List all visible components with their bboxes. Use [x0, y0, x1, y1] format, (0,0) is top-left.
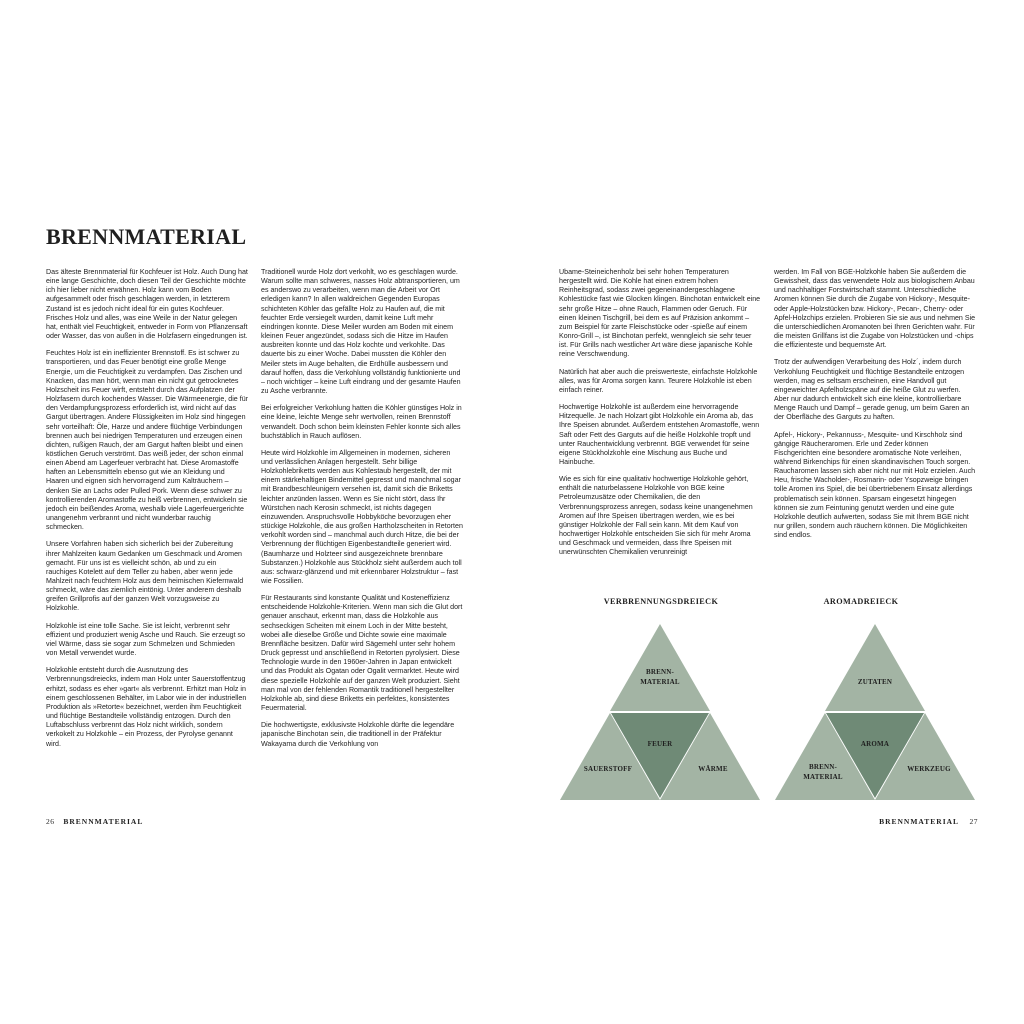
fire-triangle-title: VERBRENNUNGSDREIECK — [603, 597, 719, 606]
paragraph: Traditionell wurde Holz dort verkohlt, wo es geschlagen wurde. Warum sollte man schweres, nasses Holz abtransportieren, um es anderswo zu verarbeiten, wenn man die Arbeit vor Ort erledigen kann? In allen waldreichen Gegenden Europas schichteten Köhler das gefällte Holz zu Haufen auf, die mit feuchter Erde versiegelt wurden, damit keine Luft mehr eindringen konnte. Diese Meiler wurden am Boden mit einem kleinen Feuer angezündet, sodass sich die Hitze im Haufen ausbreiten konnte und das Holz kochte und verkohlte. Das dauerte bis zu einer Woche. Dabei mussten die Köhler den Meiler stets im Auge behalten, die Erdhülle ausbessern und darauf hoffen, dass die Verkohlung vollständig funktionierte und – noch wichtiger – keine Luft eindrang und der gesamte Haufen zu Asche verbrannte. — [261, 268, 461, 396]
text-column-3 — [559, 268, 761, 566]
text-column-4 — [774, 268, 976, 548]
paragraph: Die hochwertigste, exklusivste Holzkohle dürfte die legendäre japanische Binchotan sein, die traditionell in der Präfektur Wakayama durch die Verkohlung von — [261, 721, 455, 748]
aroma-label-center: AROMA — [860, 740, 890, 748]
aroma-triangle-diagram — [774, 622, 976, 800]
running-title-right: BRENNMATERIAL — [879, 817, 959, 826]
paragraph: Das älteste Brennmaterial für Kochfeuer ist Holz. Auch Dung hat eine lange Geschichte, doch diesen Teil der Geschichte möchte ich hier lieber nicht erwähnen. Holz kann vom Boden aufgesammelt oder frisch geschlagen werden, in letzterem Zustand ist es jedoch nicht ideal für ein gutes Kochfeuer. Frisches Holz und alles, was eine Weile in der Natur gelegen hat, enthält viel Feuchtigkeit, entweder in Form von Pflanzensaft oder Wasser, das von außen in die Holzfasern eingedrungen ist. — [46, 268, 248, 341]
paragraph: Holzkohle entsteht durch die Ausnutzung des Verbrennungsdreiecks, indem man Holz unter Sauerstoffentzug erhitzt, sodass es eher »gart« als verbrennt. Erhitzt man Holz in einem geschlossenen Behälter, im Labor wie in der industriellen Produktion als »Retorte« bezeichnet, werden ihm Feuchtigkeit und flüchtige Bestandteile vollständig entzogen. Durch den Luftabschluss verbrennt das Holz nicht wirklich, sondern verkokelt zu Holzkohle – ein Prozess, der Pyrolyse genannt wird. — [46, 666, 247, 748]
footer-left — [46, 817, 143, 826]
aroma-label-right: WERKZEUG — [907, 765, 951, 773]
paragraph: Ubame-Steineichenholz bei sehr hohen Temperaturen hergestellt wird. Die Kohle hat einen extrem hohen Reinheitsgrad, sodass zwei gegeneinandergeschlagene Kohlestücke fast wie Glocken klingen. Binchotan entwickelt eine sehr große Hitze – ohne Rauch, Flammen oder Geruch. Für einen kleinen Tischgrill, bei dem es auf Präzision ankommt – zum Beispiel für zarte Fleischstücke oder -spieße auf einem Konro-Grill –, ist Binchotan perfekt, wenngleich sie sehr teuer ist. Für Grills nach westlicher Art wäre diese japanische Kohle reine Verschwendung. — [559, 268, 761, 359]
page-number-left: 26 — [46, 817, 55, 826]
paragraph: Unsere Vorfahren haben sich sicherlich bei der Zubereitung ihrer Mahlzeiten kaum Gedanken um Geschmack und Aromen gemacht. Für uns ist es vielleicht schön, ab und zu ein rauchiges Kotelett auf dem Teller zu haben, aber wenn jede Mahlzeit nach feuchtem Holz aus dem heimischen Kiefernwald schmeckt, wäre das ziemlich eintönig. Unter anderem deshalb greifen Grillprofis auf der ganzen Welt vorzugsweise zu Holzkohle. — [46, 540, 244, 613]
paragraph: Hochwertige Holzkohle ist außerdem eine hervorragende Hitzequelle. Je nach Holzart gibt Holzkohle ein Aroma ab, das Ihre Speisen abrundet. Außerdem entstehen Aromastoffe, wenn Saft oder Fett des Garguts auf die heiße Holzkohle tropft und unter Rauchentwicklung verbrennt. BGE verwendet für seine eigene Stückholzkohle eine Mischung aus Buche und Hainbuche. — [559, 403, 760, 466]
aroma-triangle-top — [825, 624, 925, 711]
paragraph: Feuchtes Holz ist ein ineffizienter Brennstoff. Es ist schwer zu transportieren, und das Feuer benötigt eine große Menge Energie, um die Feuchtigkeit zu verdampfen. Das Zischen und Knacken, das man hört, wenn man ein nicht gut getrocknetes Holzscheit ins Feuer wirft, entsteht durch das Aufplatzen der Holzfasern durch kochendes Wasser. Die Wärmeenergie, die für den Verdampfungsprozess erforderlich ist, wird nicht auf das Gargut übertragen. Andere Flüssigkeiten im Holz sind hingegen sehr vorteilhaft: Öle, Harze und andere flüchtige Verbindungen brennen auch bei niedrigen Temperaturen und erzeugen einen dichten, rußigen Rauch, der am Gargut haften bleibt und einen köstlichen Geruch verströmt. Das weiß jeder, der schon einmal einen Abend am Lagerfeuer verbracht hat. Diese Aromastoffe haften an Lebensmitteln ebenso gut wie an Kleidung und Haaren und eignen sich hervorragend zum Kalträuchern – denken Sie an Lachs oder Pulled Pork. Wenn diese schwer zu kontrollierenden Aromastoffe zu heiß verbrennen, entwickeln sie jedoch ein beißendes Aroma, weshalb viele Lagerfeuergerichte unangenehm verbrannt und nicht wunderbar rauchig schmecken. — [46, 349, 248, 532]
fire-label-right: WÄRME — [698, 765, 728, 773]
paragraph: Wie es sich für eine qualitativ hochwertige Holzkohle gehört, enthält die naturbelassene Holzkohle von BGE keine Petroleumzusätze oder Chemikalien, die den Verbrennungsprozess anregen, sodass keine unangenehmen Aromen auf Ihre Speisen übertragen werden, wie es bei günstiger Holzkohle der Fall sein kann. Mit dem Kauf von hochwertiger Holzkohle entscheiden Sie sich für mehr Aroma und Geschmack und vermeiden, dass Ihre Speisen mit unerwünschten Chemikalien verunreinigt — [559, 475, 753, 557]
text-column-2 — [261, 268, 463, 757]
paragraph: Für Restaurants sind konstante Qualität und Kosteneffizienz entscheidende Holzkohle-Kriterien. Wenn man sich die Glut dort genauer anschaut, erkennt man, dass die Holzkohle aus sechseckigen Scheiten mit einem Loch in der Mitte besteht, wobei alle dieselbe Größe und Dichte sowie eine maximale Brennfläche besitzen. Dafür wird Sägemehl unter sehr hohem Druck gepresst und anschließend in Retorten pyrolysiert. Diese Technologie wurde in den 1960er-Jahren in Japan entwickelt und das Produkt als Ogatan oder Ogalit vermarktet. Heute wird diese spezielle Holzkohle auf der ganzen Welt produziert. Sieht man mal von der fehlenden Romantik traditionell hergestellter Holzkohle ab, sind diese Briketts ein perfektes, konsistentes Feuermaterial. — [261, 594, 463, 713]
aroma-label-top: ZUTATEN — [857, 678, 893, 686]
page-number-right: 27 — [969, 817, 978, 826]
paragraph: Heute wird Holzkohle im Allgemeinen in modernen, sicheren und verlässlichen Anlagen hergestellt. Sehr billige Holzkohlebriketts werden aus Kohlestaub hergestellt, der mit einem stärkehaltigen Bindemittel gepresst und manchmal sogar mit Brandbeschleunigern versehen ist, damit sich die Briketts leichter anzünden lassen. Wenn es Sie nicht stört, dass Ihr Würstchen nach Kerosin schmeckt, ist nichts dagegen einzuwenden. Anspruchsvolle Hobbyköche bevorzugen eher stückige Holzkohle, die aus großen Hartholzscheiten in Retorten verkohlt worden sind – manchmal auch durch Hitze, die bei der Verbrennung der flüchtigen Eigenbestandteile generiert wird. (Baumharze und Holzteer sind ausgezeichnete brennbare Substanzen.) Holzkohle aus Stückholz sieht außerdem auch toll aus: schwarz-glänzend und mit erkennbarer Holzstruktur – fast wie Fossilien. — [261, 448, 463, 585]
paragraph: Trotz der aufwendigen Verarbeitung des Holz´, indem durch Verkohlung Feuchtigkeit und flüchtige Bestandteile entzogen werden, mag es seltsam erscheinen, eine Handvoll gut eingeweichter Apfelholzspäne auf die heiße Glut zu werfen. Aber nur dadurch entwickelt sich eine kleine, kontrollierbare Menge Rauch und Dampf – gerade genug, um beim Garen an der Oberfläche des Garguts zu haften. — [774, 358, 970, 422]
paragraph: Bei erfolgreicher Verkohlung hatten die Köhler günstiges Holz in eine kleine, leichte Menge sehr wertvollen, reinen Brennstoff verwandelt. Doch schon beim kleinsten Fehler konnte sich alles buchstäblich in Rauch auflösen. — [261, 404, 462, 440]
aroma-label-left-2: MATERIAL — [803, 773, 843, 781]
aroma-triangle-title: AROMADREIECK — [823, 597, 899, 606]
fire-label-center: FEUER — [647, 740, 673, 748]
text-column-1 — [46, 268, 248, 757]
footer-right — [879, 817, 978, 826]
fire-label-top-1: BRENN- — [645, 668, 675, 676]
aroma-label-left-1: BRENN- — [808, 763, 838, 771]
fire-triangle-diagram — [559, 622, 761, 800]
fire-label-top-2: MATERIAL — [640, 678, 680, 686]
paragraph: Natürlich hat aber auch die preiswerteste, einfachste Holzkohle alles, was für Aroma sorgen kann. Teurere Holzkohle ist eben einfach reiner. — [559, 367, 758, 394]
paragraph: werden. Im Fall von BGE-Holzkohle haben Sie außerdem die Gewissheit, dass das verwendete Holz aus biologischem Anbau und nachhaltiger Forstwirtschaft stammt. Unterschiedliche Aromen können Sie durch die Zugabe von Hickory-, Mesquite- oder Apple-Holzstücken bzw. Hickory-, Pecan-, Cherry- oder Apfel-Holzchips erzielen. Probieren Sie sie aus und nehmen Sie die unterschiedlichen Aromanoten bei Ihren Gerichten wahr. Für die meisten Grillfans ist die Zugabe von Holzstücken und -chips die effizienteste und bequemste Art. — [774, 268, 976, 350]
running-title-left: BRENNMATERIAL — [63, 817, 144, 826]
paragraph: Apfel-, Hickory-, Pekannuss-, Mesquite- und Kirschholz sind gängige Räucheraromen. Erle und Zeder können Fischgerichten eine besondere aromatische Note verleihen, während Birkenchips für einen skandinavischen Touch sorgen. Raucharomen lassen sich aber nicht nur mit Holz erzielen. Auch Heu, frische Wacholder-, Rosmarin- oder Ysopzweige bringen tolle Aromen ins Spiel, die bei übertriebenem Einsatz allerdings problematisch sein können. Sparsam eingesetzt hingegen können sie zum Feintuning genutzt werden und eine gute Holzkohle deutlich aufwerten, sodass Sie mit Ihrem BGE nicht nur grillen, sondern auch räuchern können. Die Möglichkeiten sind endlos. — [774, 430, 976, 540]
fire-label-left: SAUERSTOFF — [583, 765, 633, 773]
page-title: BRENNMATERIAL — [46, 224, 247, 249]
paragraph: Holzkohle ist eine tolle Sache. Sie ist leicht, verbrennt sehr effizient und produziert wenig Asche und Rauch. Sie erzeugt so viel Wärme, dass sie sogar zum Schmelzen und Schmieden von Metall verwendet wurde. — [46, 621, 246, 658]
